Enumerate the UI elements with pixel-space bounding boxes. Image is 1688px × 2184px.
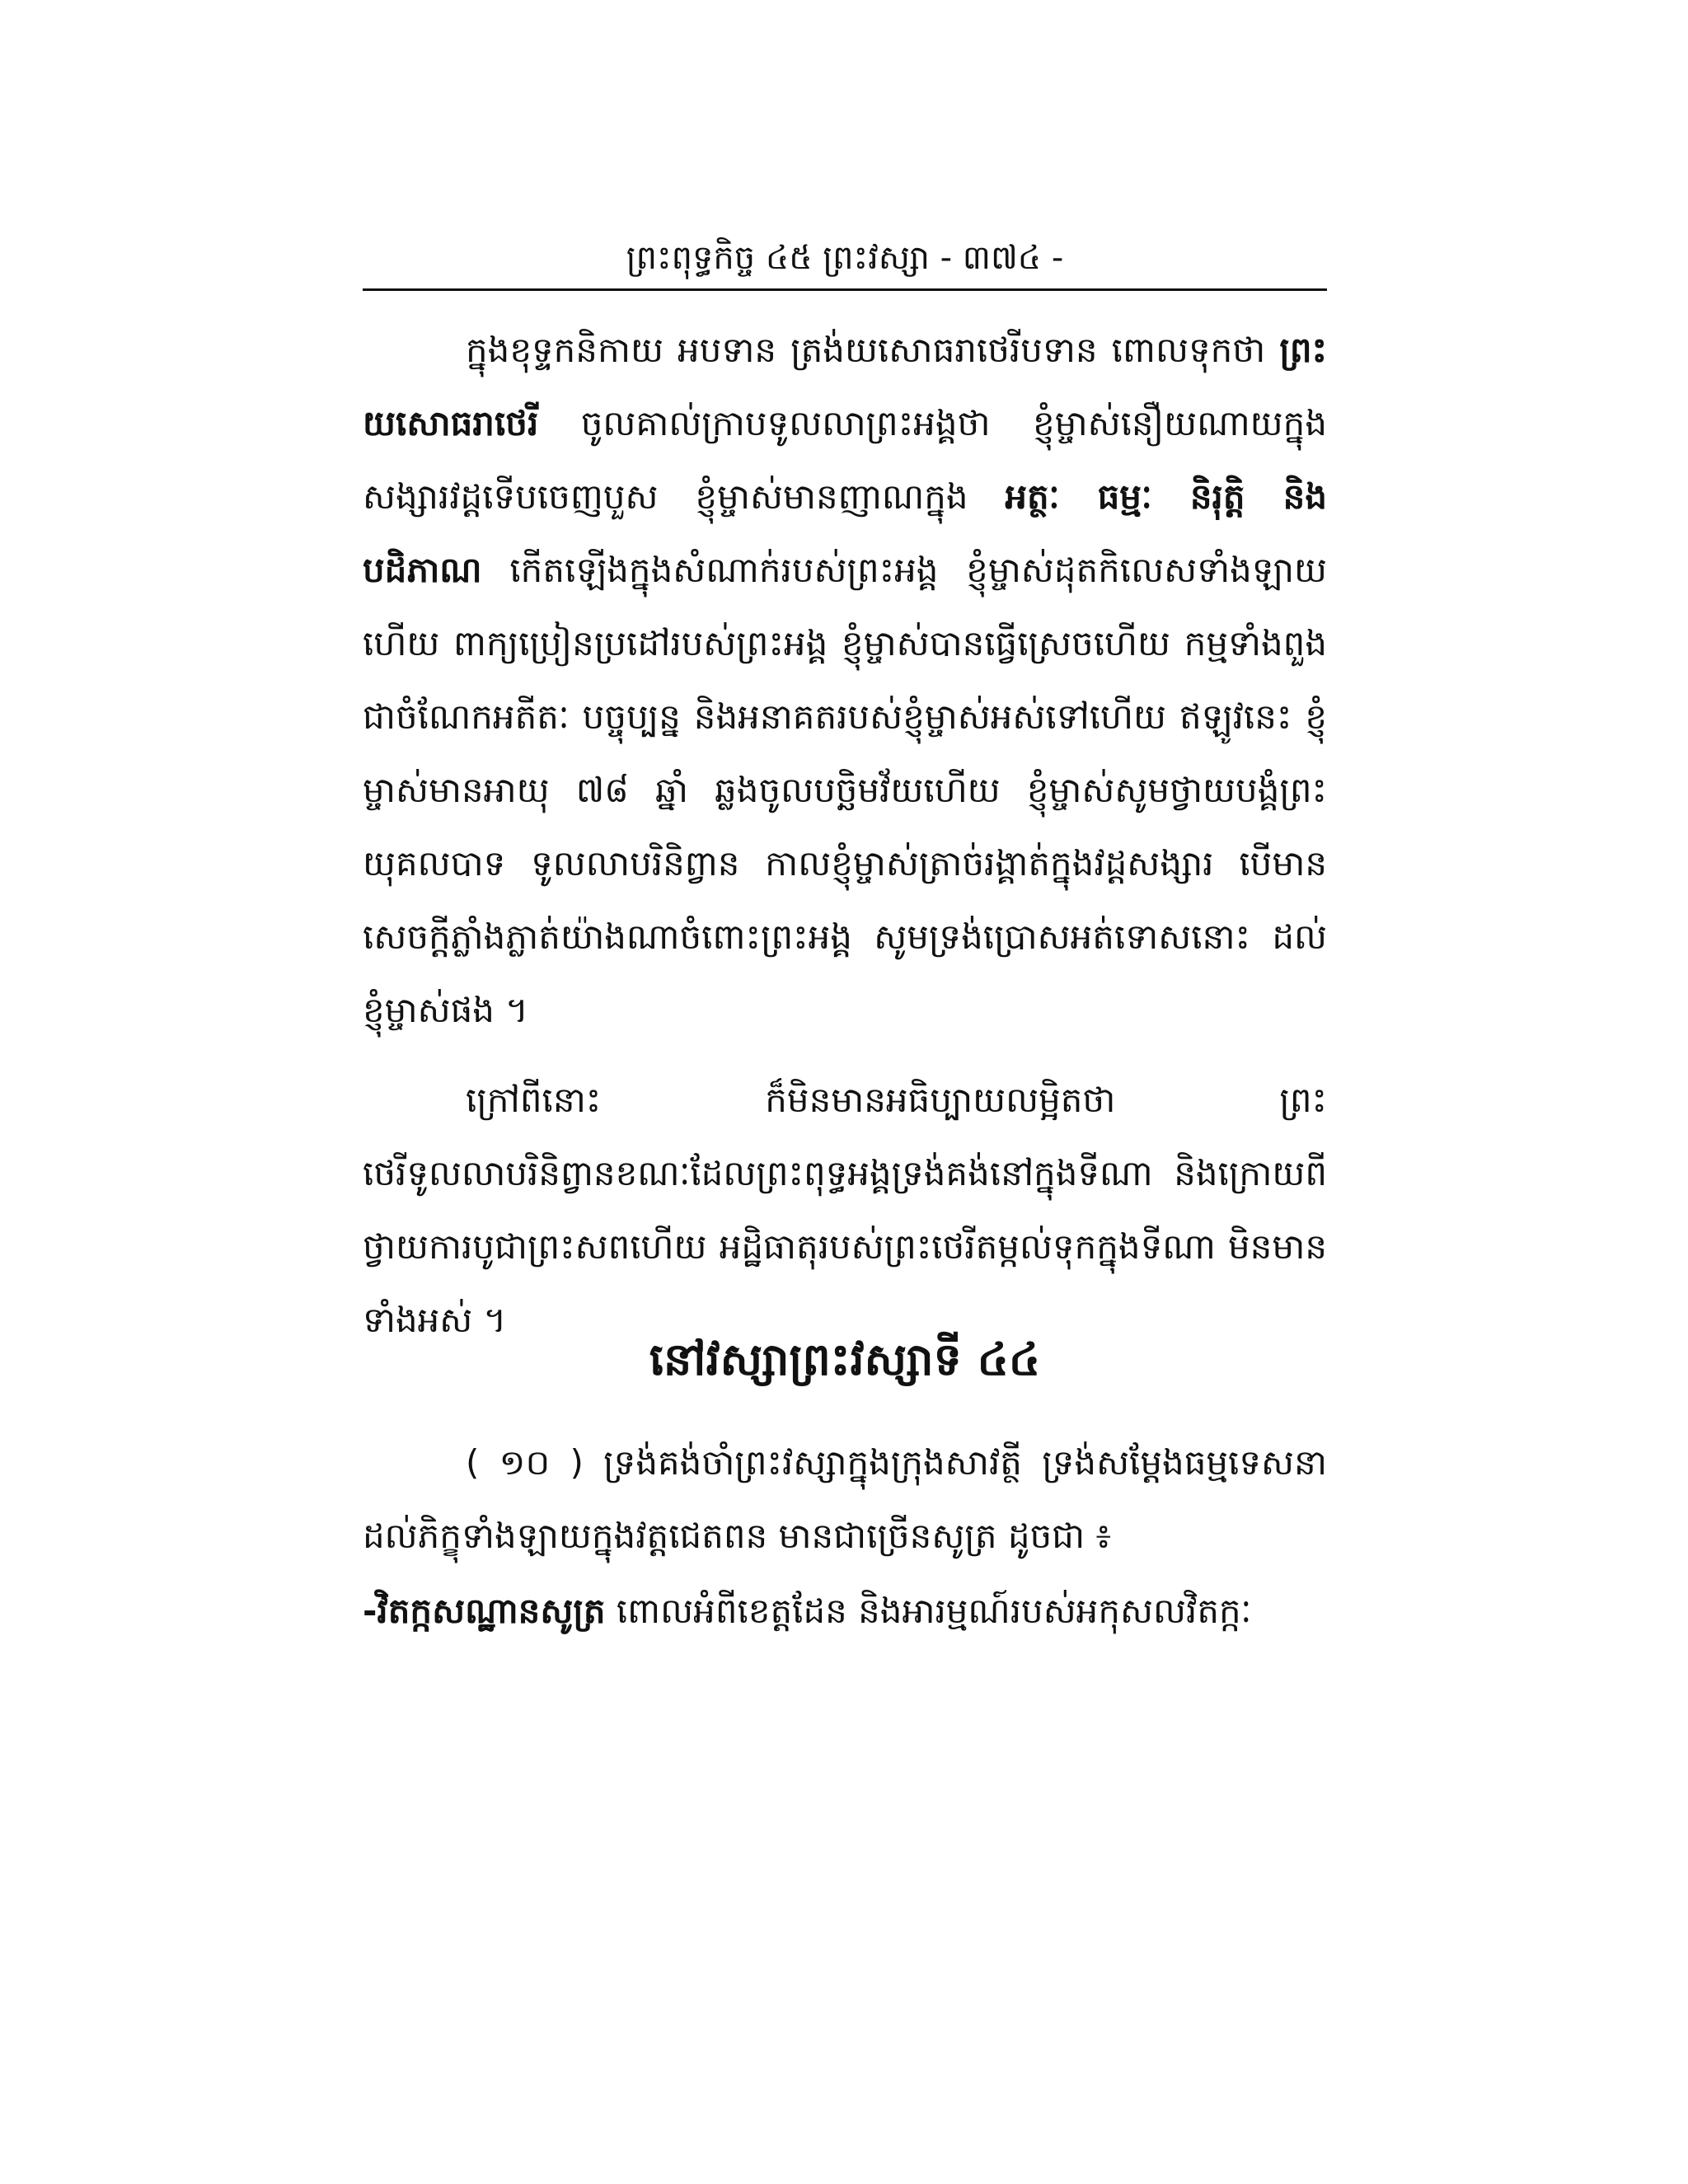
paragraph-rains-retreat — [363, 1426, 1327, 1572]
sutta-description: ពោលអំពីខេត្តដែន និងអារម្មណ៍របស់អកុសលវិតក្កៈ — [605, 1591, 1252, 1631]
theri-name: ព្រះយសោធរាថេរី — [363, 330, 1327, 443]
paragraph3-text: ( ១០ ) ទ្រង់គង់ចាំព្រះវស្សាក្នុងក្រុងសាវត្ថី ទ្រង់សម្តែងធម្មទេសនាដល់ភិក្ខុទាំងឡាយក្នុងវត្តជេតពន មានជាច្រើនសូត្រ ដូចជា ៖ — [363, 1442, 1327, 1556]
paragraph-yasodhara — [363, 313, 1327, 1047]
sutta-list-item — [363, 1574, 1327, 1647]
paragraph1-part3: កើតឡើងក្នុងសំណាក់របស់ព្រះអង្គ ខ្ញុំម្ចាស់ដុតកិលេសទាំងឡាយហើយ ពាក្យប្រៀនប្រដៅរបស់ព្រះអង្គ ខ្ញុំម្ចាស់បានធ្វើស្រេចហើយ កម្មទាំងពួងជាចំណែកអតីតៈ បច្ចុប្បន្ន និងអនាគតរបស់ខ្ញុំម្ចាស់អស់ទៅហើយ ឥឡូវនេះ ខ្ញុំម្ចាស់មានអាយុ ៧៨ ឆ្នាំ ឆ្លងចូលបច្ឆិមវ័យហើយ ខ្ញុំម្ចាស់សូមថ្វាយបង្គំព្រះយុគលបាទ ទូលលាបរិនិព្វាន កាលខ្ញុំម្ចាស់ត្រាច់រង្គាត់ក្នុងវដ្តសង្សារ បើមានសេចក្តីភ្លាំងភ្លាត់យ៉ាងណាចំពោះព្រះអង្គ សូមទ្រង់ប្រោសអត់ទោសនោះ ដល់ខ្ញុំម្ចាស់ផង ។ — [363, 550, 1327, 1030]
sutta-name: -វិតក្កសណ្ឋានសូត្រ — [363, 1591, 606, 1631]
running-header: ព្រះពុទ្ធកិច្ច ៤៥ ព្រះវស្សា - ៣៧៤ - — [626, 239, 1064, 277]
section-heading: នៅវស្សាព្រះវស្សាទី ៤៤ — [649, 1333, 1041, 1385]
header-divider — [363, 288, 1327, 291]
paragraph-yasodhara-text — [363, 313, 1327, 1047]
paragraph2-text: ក្រៅពីនោះ ក៏មិនមានអធិប្បាយលម្អិតថា ព្រះថេរីទូលលាបរិនិព្វានខណៈដែលព្រះពុទ្ធអង្គទ្រង់គង់នៅក្នុងទីណា និងក្រោយពីថ្វាយការបូជាព្រះសពហើយ អដ្ឋិធាតុរបស់ព្រះថេរីតម្កល់ទុកក្នុងទីណា មិនមានទាំងអស់ ។ — [363, 1080, 1327, 1340]
paragraph1-intro: ក្នុងខុទ្ទកនិកាយ អបទាន ត្រង់យសោធរាថេរីបទាន ពោលទុកថា — [466, 330, 1280, 370]
paragraph-no-details — [363, 1063, 1327, 1357]
patisambhida-terms: អត្ថៈ ធម្មៈ និរុត្តិ និង បដិភាណ — [363, 476, 1327, 590]
paragraph1-part2: ចូលគាល់ក្រាបទូលលាព្រះអង្គថា ខ្ញុំម្ចាស់នឿយណាយក្នុងសង្សារវដ្តទើបចេញបួស ខ្ញុំម្ចាស់មានញាណក្នុង — [363, 403, 1327, 517]
